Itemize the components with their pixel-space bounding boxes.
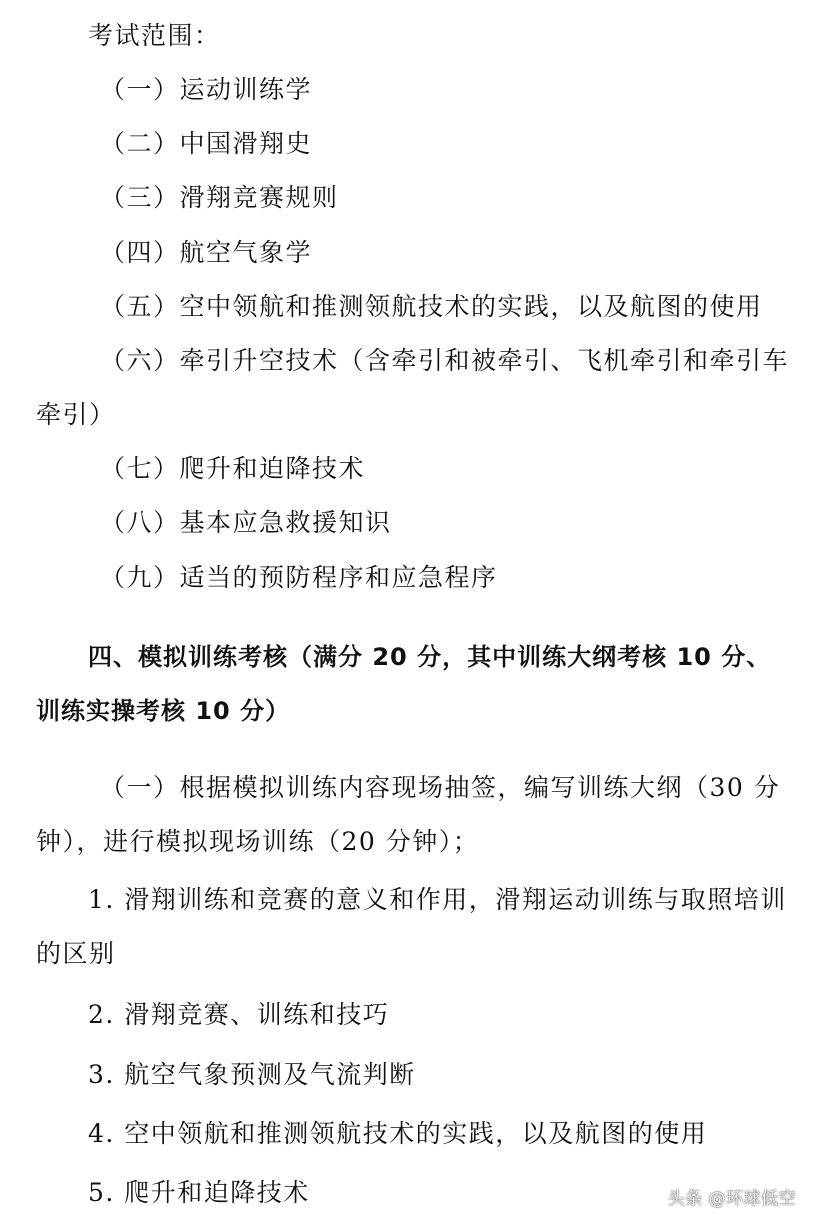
scope-item-8: （八）基本应急救援知识	[100, 508, 392, 537]
scope-item-7: （七）爬升和迫降技术	[100, 454, 366, 483]
scope-item-6-continued: 牵引）	[36, 400, 116, 429]
source-watermark: 头条 @环球低空	[667, 1189, 796, 1209]
numbered-item-3: 3. 航空气象预测及气流判断	[88, 1060, 416, 1089]
scope-item-4: （四）航空气象学	[100, 238, 313, 267]
scope-item-3: （三）滑翔竞赛规则	[100, 183, 339, 212]
exam-scope-heading: 考试范围：	[88, 21, 221, 50]
numbered-item-1: 1. 滑翔训练和竞赛的意义和作用，滑翔运动训练与取照培训	[88, 885, 787, 914]
scope-item-9: （九）适当的预防程序和应急程序	[100, 563, 498, 592]
numbered-item-2: 2. 滑翔竞赛、训练和技巧	[88, 1000, 390, 1029]
scope-item-6: （六）牵引升空技术（含牵引和被牵引、飞机牵引和牵引车	[100, 346, 790, 375]
scope-item-5: （五）空中领航和推测领航技术的实践，以及航图的使用	[100, 292, 763, 321]
section-four-sub-item-continued: 钟），进行模拟现场训练（20 分钟）；	[36, 827, 480, 856]
scope-item-2: （二）中国滑翔史	[100, 129, 313, 158]
section-four-sub-item: （一）根据模拟训练内容现场抽签，编写训练大纲（30 分	[100, 773, 781, 802]
numbered-item-5: 5. 爬升和迫降技术	[88, 1178, 310, 1207]
numbered-item-1-continued: 的区别	[36, 939, 116, 968]
section-four-title: 四、模拟训练考核（满分 20 分，其中训练大纲考核 10 分、	[88, 643, 772, 671]
numbered-item-4: 4. 空中领航和推测领航技术的实践，以及航图的使用	[88, 1119, 708, 1148]
section-four-title-continued: 训练实操考核 10 分）	[36, 697, 291, 725]
scope-item-1: （一）运动训练学	[100, 75, 313, 104]
